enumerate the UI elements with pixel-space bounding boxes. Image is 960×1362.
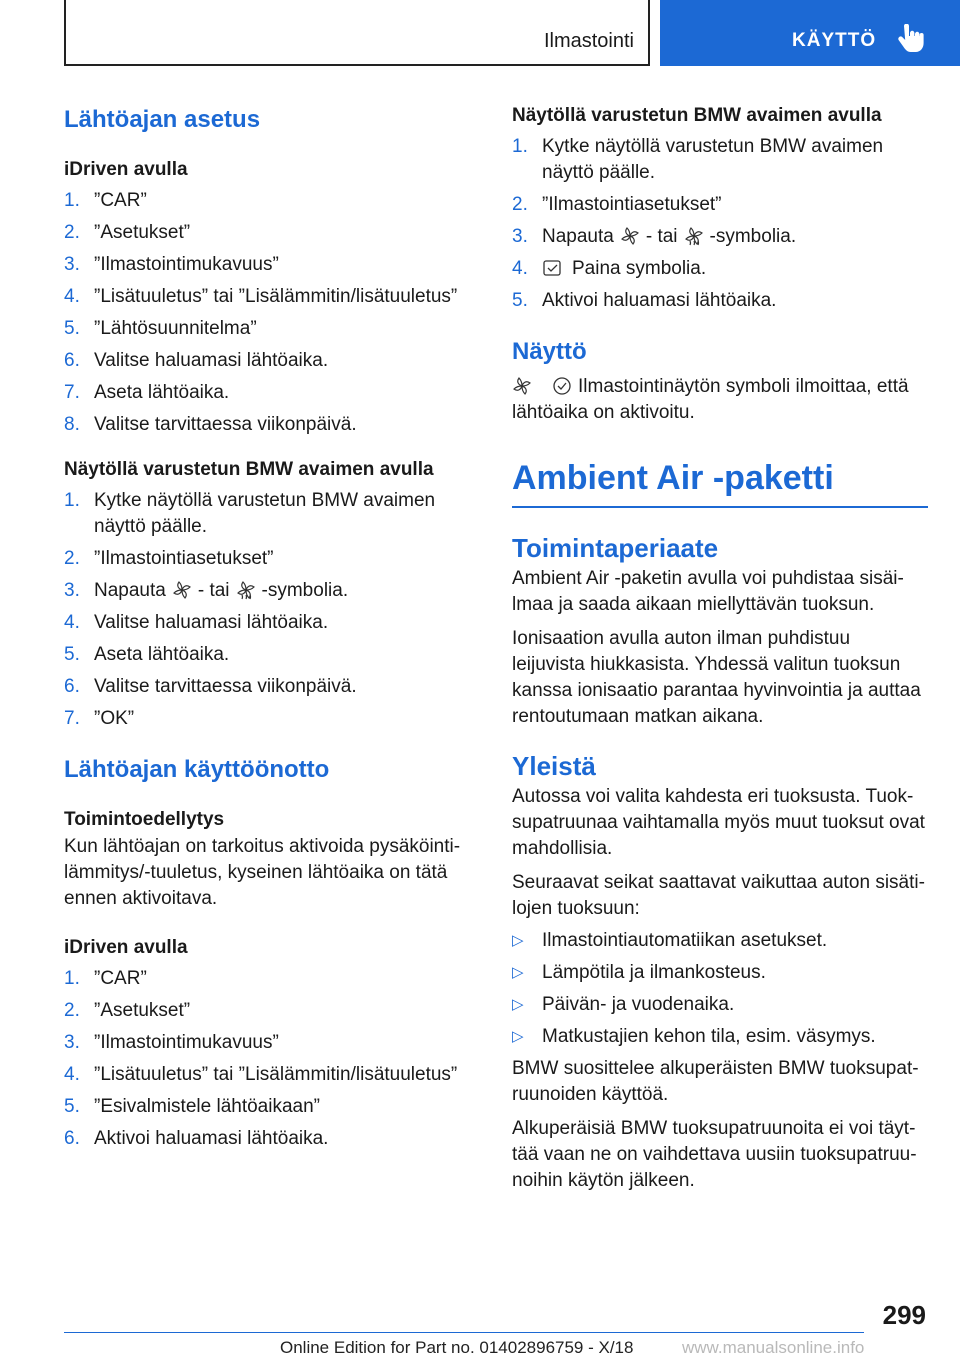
activation-steps-list — [64, 966, 464, 1152]
heading-general: Yleistä — [512, 751, 596, 781]
list-item: 3. ”Ilmastointimukavuus” — [64, 1032, 279, 1053]
list-item: 1. ”CAR” — [64, 968, 147, 989]
list-item: ▷ Lämpötila ja ilmankosteus. — [512, 962, 766, 983]
page-number: 299 — [882, 1300, 926, 1330]
list-item: 1. ”CAR” — [64, 190, 147, 211]
fan-icon — [172, 580, 192, 600]
page-header — [0, 0, 960, 66]
list-item: 4. Paina symbolia. — [512, 258, 707, 279]
hand-pointer-icon — [896, 24, 924, 54]
list-item: 7. ”OK” — [64, 708, 135, 729]
right-column — [512, 100, 928, 1194]
general-paragraph-2: Seuraavat seikat saattavat vaikuttaa auton sisätilojen tuoksuun: — [512, 872, 925, 919]
clock-icon — [552, 376, 572, 396]
list-item: 8. Valitse tarvittaessa viikonpäivä. — [64, 414, 357, 435]
subheading-bmw-key: Näytöllä varustetun BMW avaimen avulla — [64, 459, 434, 480]
list-item: 7. Aseta lähtöaika. — [64, 382, 230, 403]
prerequisite-paragraph: Kun lähtöajan on tarkoitus aktivoida pysäköintilämmitys/-tuuletus, kyseinen lähtöaika on tätä ennen aktivoitava. — [64, 836, 461, 909]
list-item: 6. Aktivoi haluamasi lähtöaika. — [64, 1128, 329, 1149]
principle-paragraph-1: Ambient Air -paketin avulla voi puhdistaa sisäilmaa ja saada aikaan miellyttävän tuoksun. — [512, 568, 904, 615]
fan-icon — [620, 226, 640, 246]
chapter-divider — [512, 506, 928, 508]
list-item: 3. ”Ilmastointimukavuus” — [64, 254, 279, 275]
general-paragraph-3: BMW suosittelee alkuperäisten BMW tuoksupatruunoiden käyttöä. — [512, 1058, 919, 1105]
subheading-idrive: iDriven avulla — [64, 159, 188, 180]
list-item: 1. Kytke näytöllä varustetun BMW avaimen näyttö päälle. — [64, 490, 436, 537]
display-paragraph: Ilmastointinäytön symboli ilmoittaa, että lähtöaika on aktivoitu. — [512, 376, 909, 423]
list-item: 6. Valitse tarvittaessa viikonpäivä. — [64, 676, 357, 697]
list-item: 3. Napauta - tai -symbolia. — [512, 226, 797, 247]
list-item: 4. Valitse haluamasi lähtöaika. — [64, 612, 329, 633]
subheading-prerequisite: Toimintoedellytys — [64, 809, 225, 830]
list-item: 5. Aktivoi haluamasi lähtöaika. — [512, 290, 777, 311]
fan-icon — [512, 376, 532, 396]
list-item: 2. ”Asetukset” — [64, 1000, 191, 1021]
list-item: 6. Valitse haluamasi lähtöaika. — [64, 350, 329, 371]
timer-confirm-icon — [542, 258, 566, 278]
list-item: 4. ”Lisätuuletus” tai ”Lisälämmitin/lisätuuletus” — [64, 1064, 458, 1085]
list-item: 5. ”Esivalmistele lähtöaikaan” — [64, 1096, 320, 1117]
header-chapter-box — [660, 0, 960, 66]
heading-departure-time-activation: Lähtöajan käyttöönotto — [64, 756, 330, 783]
footer-divider — [64, 1332, 864, 1333]
list-item: 1. Kytke näytöllä varustetun BMW avaimen näyttö päälle. — [512, 136, 884, 183]
section-title: Ilmastointi — [543, 30, 634, 52]
general-paragraph-1: Autossa voi valita kahdesta eri tuoksusta. Tuoksupatruunaa vaihtamalla myös muut tuoksut ovat mahdollisia. — [512, 786, 925, 859]
heater-fan-icon — [236, 580, 256, 600]
list-item: ▷ Päivän- ja vuodenaika. — [512, 994, 735, 1015]
header-section-box — [64, 0, 650, 66]
list-item: 5. Aseta lähtöaika. — [64, 644, 230, 665]
bmw-key-steps-list — [64, 488, 464, 732]
list-item: 2. ”Asetukset” — [64, 222, 191, 243]
scent-factors-list — [512, 928, 928, 1050]
list-item: ▷ Ilmastointiautomatiikan asetukset. — [512, 930, 828, 951]
list-item: 2. ”Ilmastointiasetukset” — [64, 548, 274, 569]
heading-principle: Toimintaperiaate — [512, 533, 719, 563]
subheading-idrive-2: iDriven avulla — [64, 937, 188, 958]
heater-fan-icon — [684, 226, 704, 246]
list-item: 5. ”Lähtösuunnitelma” — [64, 318, 257, 339]
list-item: 3. Napauta - tai -symbolia. — [64, 580, 349, 601]
idrive-steps-list — [64, 188, 464, 438]
list-item: ▷ Matkustajien kehon tila, esim. väsymys. — [512, 1026, 876, 1047]
general-paragraph-4: Alkuperäisiä BMW tuoksupatruunoita ei voi täyttää vaan ne on vaihdettava uusiin tuoksupatruunoihin käytön jälkeen. — [512, 1118, 917, 1191]
heading-departure-time-setting: Lähtöajan asetus — [64, 106, 261, 133]
footer-edition: Online Edition for Part no. 01402896759 - X/18 — [280, 1338, 634, 1357]
heading-ambient-air: Ambient Air -paketti — [512, 459, 834, 497]
principle-paragraph-2: Ionisaation avulla auton ilman puhdistuu leijuvista hiukkasista. Yhdessä valitun tuoksun kanssa ionisaatio parantaa hyvinvointia ja auttaa rentoutumaan matkan aikana. — [512, 628, 921, 727]
right-steps-list — [512, 134, 928, 314]
footer-watermark: www.manualsonline.info — [682, 1338, 865, 1357]
list-item: 2. ”Ilmastointiasetukset” — [512, 194, 722, 215]
list-item: 4. ”Lisätuuletus” tai ”Lisälämmitin/lisätuuletus” — [64, 286, 458, 307]
chapter-title: KÄYTTÖ — [792, 30, 877, 51]
heading-display: Näyttö — [512, 338, 587, 365]
left-column — [64, 100, 464, 1158]
subheading-bmw-key-right: Näytöllä varustetun BMW avaimen avulla — [512, 105, 882, 126]
